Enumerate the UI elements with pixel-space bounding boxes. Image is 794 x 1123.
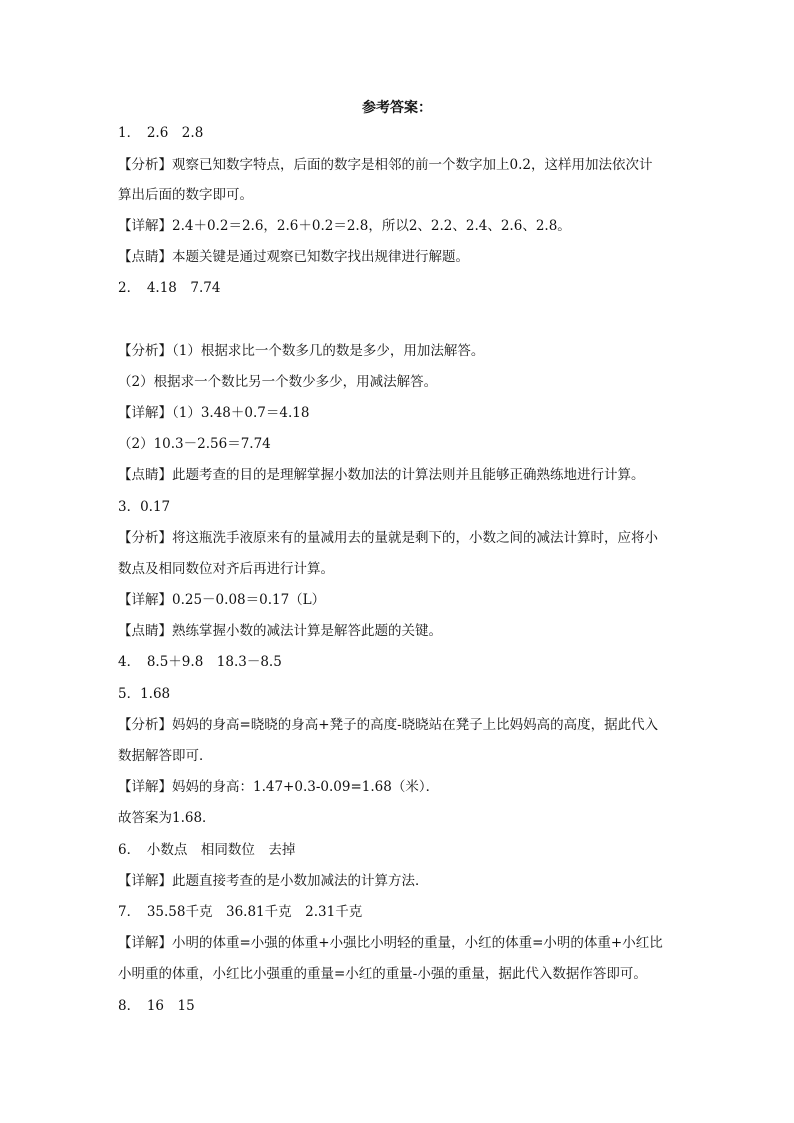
analysis-1-line-1: 【分析】观察已知数字特点，后面的数字是相邻的前一个数字加上0.2，这样用加法依次计 (118, 157, 653, 173)
analysis-2-line-1: 【分析】（1）根据求比一个数多几的数是多少，用加法解答。 (118, 343, 485, 359)
analysis-3-line-1: 【分析】将这瓶洗手液原来有的量减用去的量就是剩下的，小数之间的减法计算时，应将小 (118, 530, 658, 546)
detail-3: 【详解】0.25－0.08＝0.17（L） (118, 592, 326, 608)
answer-2: 2． 4.18 7.74 (118, 280, 221, 296)
answer-5: 5．1.68 (118, 686, 171, 702)
key-point-1: 【点睛】本题关键是通过观察已知数字找出规律进行解题。 (118, 249, 469, 265)
answer-3: 3．0.17 (118, 499, 171, 515)
answer-8: 8． 16 15 (118, 998, 195, 1014)
detail-2-line-1: 【详解】（1）3.48＋0.7＝4.18 (118, 405, 310, 421)
answer-6: 6． 小数点 相同数位 去掉 (118, 842, 296, 858)
detail-7-line-2: 小明重的体重，小红比小强重的重量=小红的重量-小强的重量，据此代入数据作答即可。 (118, 966, 647, 982)
detail-7-line-1: 【详解】小明的体重=小强的体重+小强比小明轻的重量，小红的体重=小明的体重+小红比 (118, 935, 663, 951)
answer-7: 7． 35.58千克 36.81千克 2.31千克 (118, 904, 363, 920)
key-point-2: 【点睛】此题考查的目的是理解掌握小数加法的计算法则并且能够正确熟练地进行计算。 (118, 467, 645, 483)
detail-6: 【详解】此题直接考查的是小数加减法的计算方法． (118, 873, 429, 889)
analysis-5-line-1: 【分析】妈妈的身高=晓晓的身高+凳子的高度-晓晓站在凳子上比妈妈高的高度，据此代入 (118, 717, 659, 733)
analysis-2-line-2: （2）根据求一个数比另一个数少多少，用减法解答。 (118, 374, 438, 390)
detail-5: 【详解】妈妈的身高：1.47+0.3-0.09=1.68（米）． (118, 779, 440, 795)
answer-4: 4． 8.5＋9.8 18.3－8.5 (118, 654, 282, 670)
key-point-3: 【点睛】熟练掌握小数的减法计算是解答此题的关键。 (118, 623, 442, 639)
detail-2-line-2: （2）10.3－2.56＝7.74 (118, 436, 271, 452)
analysis-3-line-2: 数点及相同数位对齐后再进行计算。 (118, 561, 334, 577)
analysis-1-line-2: 算出后面的数字即可。 (118, 187, 253, 203)
answer-title: 参考答案： (362, 100, 432, 116)
detail-1: 【详解】2.4＋0.2＝2.6，2.6＋0.2＝2.8，所以2、2.2、2.4、2.6、2.8。 (118, 218, 571, 234)
analysis-5-line-2: 数据解答即可． (118, 748, 213, 764)
answer-1: 1． 2.6 2.8 (118, 125, 204, 141)
conclusion-5: 故答案为1.68． (118, 810, 216, 826)
